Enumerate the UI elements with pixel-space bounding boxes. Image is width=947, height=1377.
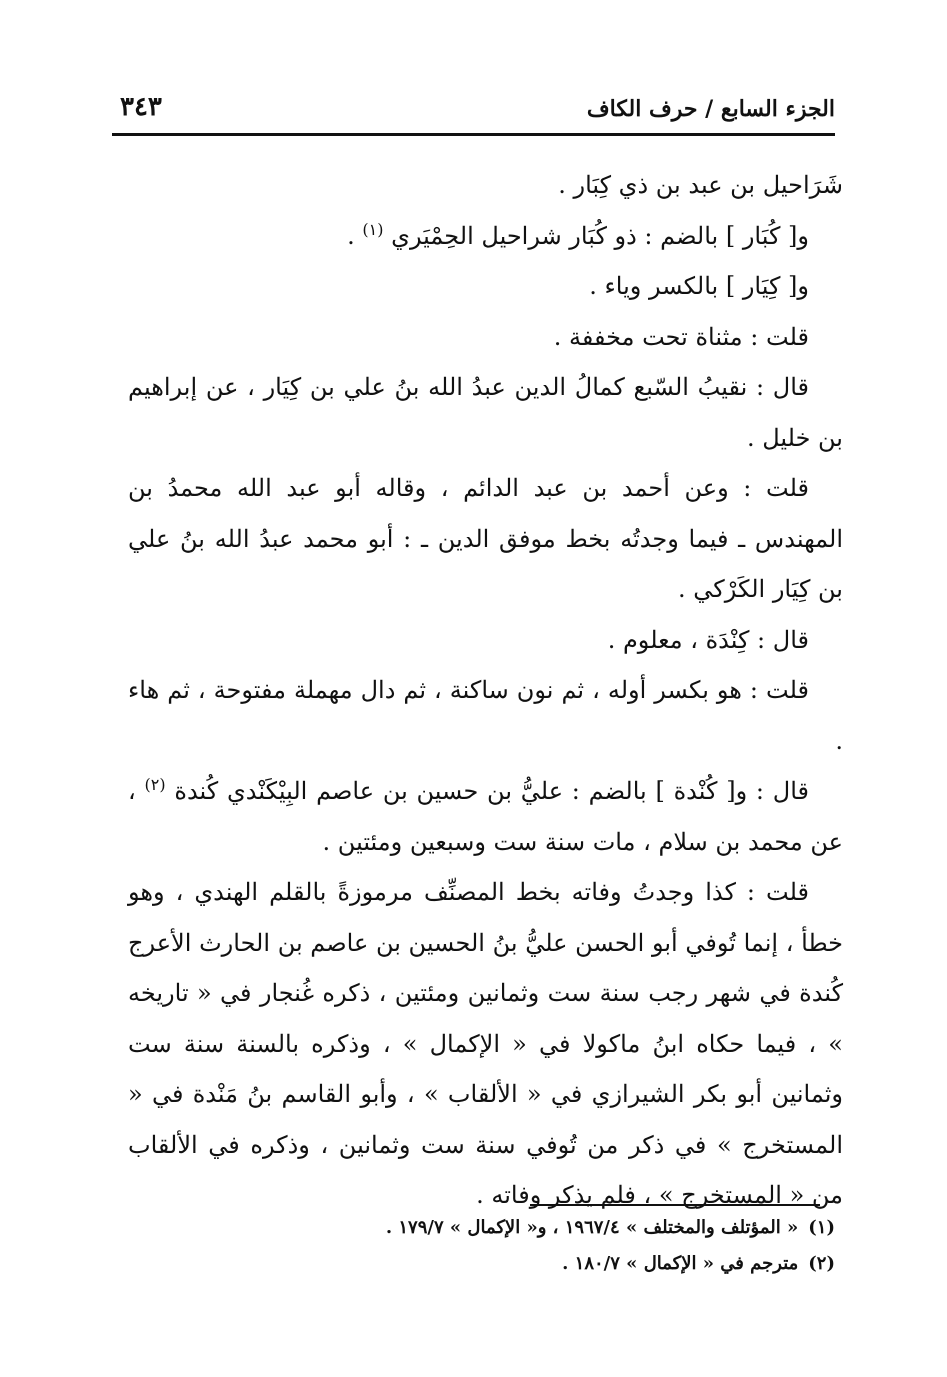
header-divider	[112, 133, 835, 136]
footnote-2	[300, 1246, 835, 1282]
paragraph-9-text: قال : و[ كُنْدة ] بالضم : عليُّ بن حسين بن عاصم البِيْكَنْدي كُندة	[174, 777, 809, 805]
paragraph-10: قلت : كذا وجدتُ وفاته بخط المصنِّف مرموزةً بالقلم الهندي ، وهو خطأ ، إنما تُوفي أبو الحسن عليُّ بنُ الحسين بن عاصم بن الحارث الأعرج كُندة في شهر رجب سنة ست وثمانين ومئتين ، ذكره غُنجار في « تاريخه » ، فيما حكاه ابنُ ماكولا في « الإكمال » ، وذكره بالسنة سنة ست وثمانين أبو بكر الشيرازي في « الألقاب » ، وأبو القاسم بنُ مَنْدة في « المستخرج » في ذكر من تُوفي سنة ست وثمانين ، وذكره في الألقاب من « المستخرج » ، فلم يذكر وفاته .	[128, 878, 843, 1209]
paragraph-6: قلت : وعن أحمد بن عبد الدائم ، وقاله أبو عبد الله محمدُ بن المهندس ـ فيما وجدتُه بخط موفق الدين ـ : أبو محمد عبدُ الله بنُ علي بن كِيَار الكَرْكي .	[128, 474, 843, 603]
footnote-ref-1[interactable]: (١)	[362, 219, 384, 239]
footnote-ref-2[interactable]: (٢)	[144, 775, 166, 794]
footnotes	[300, 1210, 835, 1282]
paragraph-8: قلت : هو بكسر أوله ، ثم نون ساكنة ، ثم دال مهملة مفتوحة ، ثم هاء .	[128, 676, 843, 755]
footnote-1-number: (١)	[808, 1217, 835, 1238]
footnote-1	[300, 1210, 835, 1246]
footnote-divider	[530, 1204, 820, 1206]
paragraph-2-text: و[ كُبَار ] بالضم : ذو كُبَار شراحيل الحِمْيَري	[391, 221, 809, 250]
paragraph-1: شَرَاحيل بن عبد بن ذي كِبَار .	[558, 171, 843, 199]
footnote-2-number: (٢)	[808, 1253, 835, 1274]
paragraph-4: قلت : مثناة تحت مخففة .	[553, 322, 809, 351]
body-text	[128, 160, 843, 1221]
paragraph-5: قال : نقيبُ السّبع كمالُ الدين عبدُ الله بنُ علي بن كِيَار ، عن إبراهيم بن خليل .	[128, 373, 843, 452]
paragraph-9	[128, 766, 843, 867]
page-number: ٣٤٣	[120, 92, 162, 122]
paragraph-2-end: .	[347, 221, 363, 250]
page-header	[112, 80, 835, 132]
paragraph-2	[128, 211, 843, 262]
paragraph-9-end: ، عن محمد بن سلام ، مات سنة ست وسبعين ومئتين .	[128, 777, 843, 856]
footnote-1-text: « المؤتلف والمختلف » ١٩٦٧/٤ ، و« الإكمال » ١٧٩/٧ .	[385, 1217, 799, 1238]
running-title: الجزء السابع / حرف الكاف	[586, 96, 835, 122]
footnote-2-text: مترجم في « الإكمال » ١٨٠/٧ .	[562, 1253, 799, 1274]
paragraph-7: قال : كِنْدَة ، معلوم .	[607, 625, 809, 654]
paragraph-3: و[ كِيَار ] بالكسر وياء .	[589, 272, 809, 300]
